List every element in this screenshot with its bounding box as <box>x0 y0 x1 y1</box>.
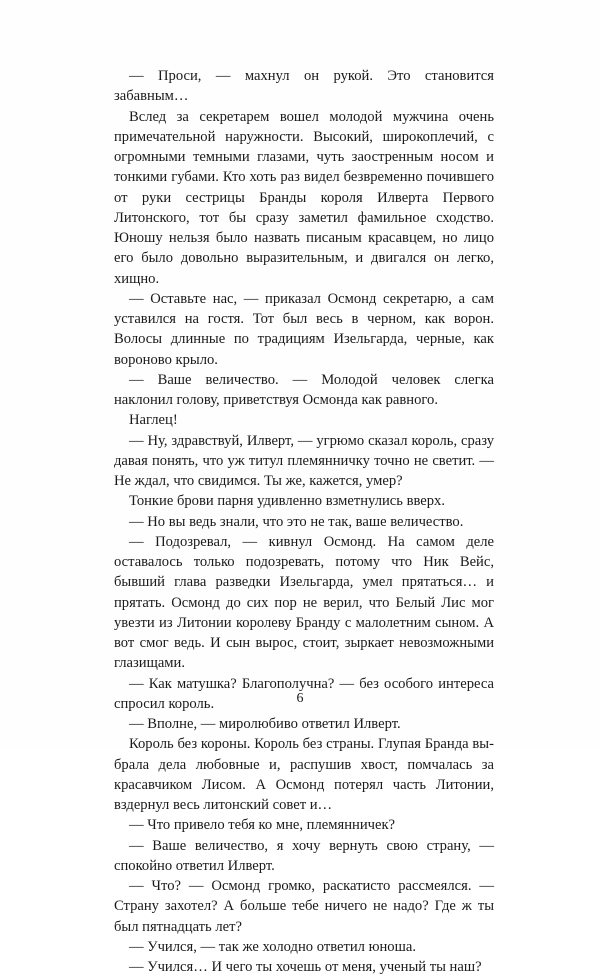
paragraph-10: — Как матушка? Благополучна? — без особого интереса спросил король. <box>114 675 494 712</box>
paragraph-1: — Проси, — махнул он рукой. Это становится забавным… <box>114 68 494 105</box>
paragraph-13: — Что привело тебя ко мне, племянничек? <box>129 817 396 834</box>
body-text <box>114 66 494 977</box>
paragraph-14: — Ваше величество, я хочу вернуть свою страну, — спокойно ответил Илверт. <box>114 837 494 874</box>
paragraph-12: Король без короны. Король без страны. Глупая Бранда выбрала дела любовные и, распушив хвост, помчалась за красавчиком Лисом. А Осмонд потерял часть Литонии, вздернул весь литонский совет и… <box>114 736 494 813</box>
paragraph-2: Вслед за секретарем вошел молодой мужчина очень примечательной наружности. Высокий, широкоплечий, с огромными темными глазами, чуть заостренным носом и тонкими губами. Кто хоть раз видел безвременно почившего от руки сестрицы Бранды короля Илверта Первого Литонского, тот бы сразу заметил фамильное сходство. Юношу нельзя было назвать писаным красавцем, но лицо его было довольно выразительным, и двигался он легко, хищно. <box>114 108 494 287</box>
paragraph-4: — Ваше величество. — Молодой человек слегка наклонил голову, приветствуя Осмонда как равного. <box>114 371 494 408</box>
paragraph-16: — Учился, — так же холодно ответил юноша. <box>129 938 416 955</box>
paragraph-17: — Учился… И чего ты хочешь от меня, ученый ты наш? <box>129 959 482 975</box>
paragraph-3: — Оставьте нас, — приказал Осмонд секретарю, а сам уставился на гостя. Тот был весь в черном, как ворон. Волосы длинные по традициям Изельгарда, черные, как вороново крыло. <box>114 290 494 368</box>
paragraph-6: — Ну, здравствуй, Илверт, — угрюмо сказал король, сразу давая понять, что уж титул племянничку точно не светит. — Не ждал, что свидимся. Ты же, кажется, умер? <box>114 432 494 489</box>
paragraph-5: Наглец! <box>129 412 178 429</box>
paragraph-9: — Подозревал, — кивнул Осмонд. На самом деле оставалось только подозревать, потому что Ник Вейс, бывший глава разведки Изельгарда, умел прятаться… и прятать. Осмонд до сих пор не верил, что Белый Лис мог увезти из Литонии королеву Бранду с малолетним сыном. А вот смог ведь. И сын вырос, стоит, зыркает невозможными глазищами. <box>114 533 494 672</box>
paragraph-15: — Что? — Осмонд громко, раскатисто рассмеялся. — Страну захотел? А больше тебе ничего не надо? Где ж ты был пятнадцать лет? <box>114 878 494 935</box>
page-number: 6 <box>296 691 304 706</box>
paragraph-7: Тонкие брови парня удивленно взметнулись вверх. <box>129 493 446 510</box>
paragraph-11: — Вполне, — миролюбиво ответил Илверт. <box>129 716 401 732</box>
paragraph-8: — Но вы ведь знали, что это не так, ваше величество. <box>129 513 464 530</box>
